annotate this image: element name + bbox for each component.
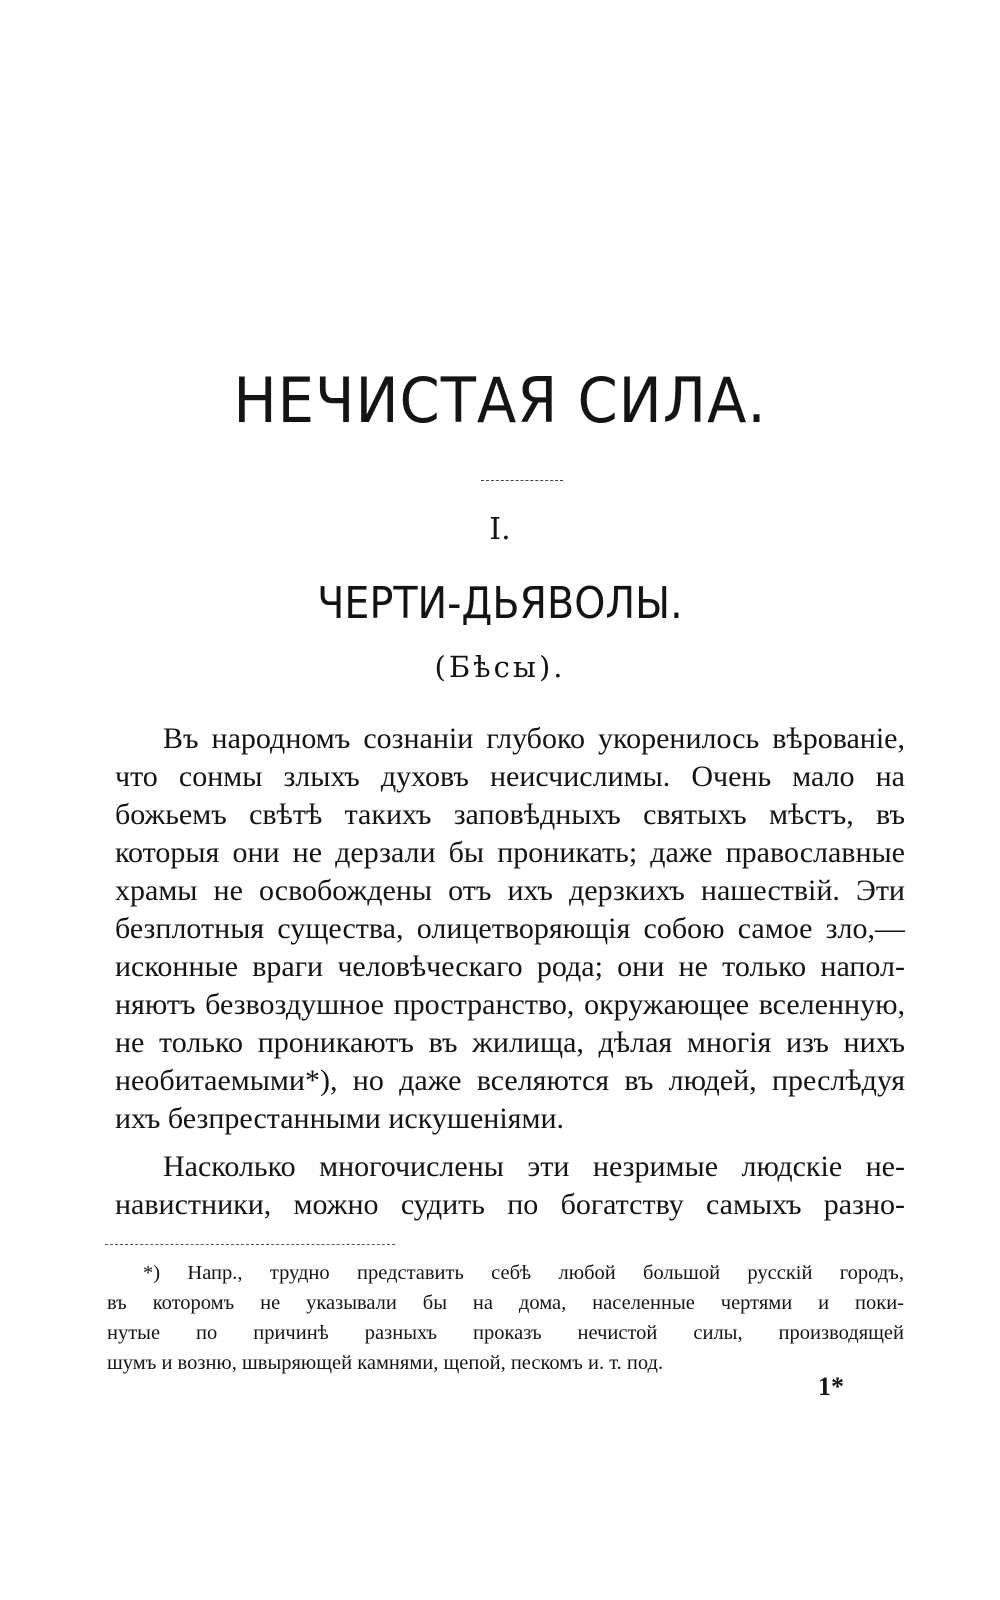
body-line: необитаемыми*), но даже вселяются въ людей, преслѣдуя <box>115 1064 905 1097</box>
footnote-line: въ которомъ не указывали бы на дома, населенные чертями и поки- <box>107 1292 904 1314</box>
body-line: которыя они не дерзали бы проникать; даже православные <box>115 836 905 869</box>
body-line: Насколько многочислены эти незримые людскіе не- <box>163 1150 905 1183</box>
body-line: храмы не освобождены отъ ихъ дерзкихъ нашествій. Эти <box>115 874 905 907</box>
body-line: божьемъ свѣтѣ такихъ заповѣдныхъ святыхъ мѣстъ, въ <box>115 798 905 831</box>
body-line: Въ народномъ сознаніи глубоко укоренилось вѣрованіе, <box>163 722 905 755</box>
body-line: не только проникаютъ въ жилища, дѣлая многія изъ нихъ <box>115 1026 905 1059</box>
body-line: исконные враги человѣческаго рода; они не только напол- <box>115 950 905 983</box>
footnote-line: *) Напр., трудно представить себѣ любой большой русскій городъ, <box>143 1262 904 1284</box>
page-title: НЕЧИСТАЯ СИЛА. <box>233 364 767 437</box>
chapter-title: ЧЕРТИ-ДЬЯВОЛЫ. <box>317 578 683 629</box>
signature-mark: 1* <box>818 1372 844 1401</box>
body-line: что сонмы злыхъ духовъ неисчислимы. Очень мало на <box>115 760 905 793</box>
footnote-line: нутые по причинѣ разныхъ проказъ нечистой силы, производящей <box>107 1322 904 1344</box>
body-line: няютъ безвоздушное пространство, окружающее вселенную, <box>115 988 905 1021</box>
chapter-number: I. <box>489 512 511 547</box>
title-divider <box>481 480 563 481</box>
footnote-line: шумъ и возню, швыряющей камнями, щепой, пескомъ и. т. под. <box>107 1352 664 1374</box>
body-line: ихъ безпрестанными искушеніями. <box>115 1102 565 1135</box>
body-line: безплотныя существа, олицетворяющія собою самое зло,— <box>115 912 905 945</box>
footnote-divider <box>105 1244 395 1245</box>
chapter-subtitle: (Бѣсы). <box>434 650 566 684</box>
body-line: навистники, можно судить по богатству самыхъ разно- <box>115 1188 905 1221</box>
